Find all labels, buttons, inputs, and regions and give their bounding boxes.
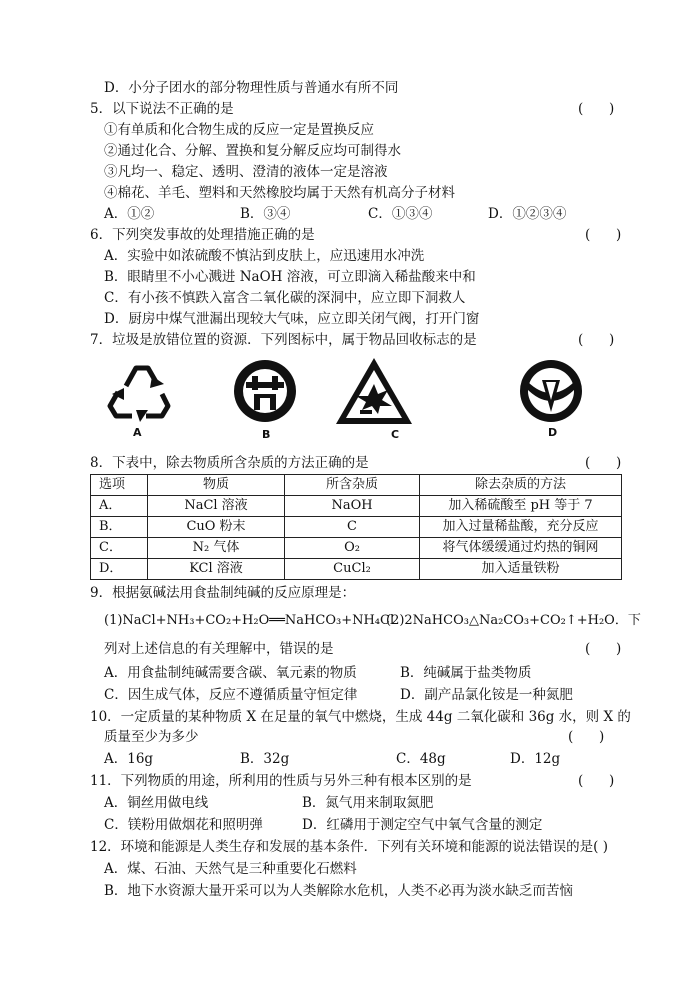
q9-option-b: B．纯碱属于盐类物质 (400, 665, 532, 681)
q11-answer-bracket: ( ) (578, 773, 615, 789)
q5-statement-4: ④棉花、羊毛、塑料和天然橡胶均属于天然有机高分子材料 (104, 185, 455, 201)
q6-answer-bracket: ( ) (585, 227, 622, 243)
q11-option-b: B．氮气用来制取氮肥 (302, 795, 434, 811)
q8-answer-bracket: ( ) (585, 455, 622, 471)
table-cell: 加入适量铁粉 (420, 559, 622, 580)
table-row (91, 517, 622, 538)
table-header-cell: 所含杂质 (285, 475, 420, 496)
logo-label-d: D (548, 426, 558, 439)
q10-option-a: A．16g (104, 751, 154, 767)
q12-option-b: B．地下水资源大量开采可以为人类解除水危机，人类不必再为淡水缺乏而苦恼 (104, 883, 573, 899)
q5-statement-2: ②通过化合、分解、置换和复分解反应均可制得水 (104, 143, 401, 159)
table-cell: 加入过量稀盐酸，充分反应 (420, 517, 622, 538)
logo-label-a: A (133, 426, 142, 439)
table-cell: C (285, 517, 420, 538)
table-cell: A． (91, 496, 148, 517)
q6-option-a: A．实验中如浓硫酸不慎沾到皮肤上，应迅速用水冲洗 (104, 248, 425, 264)
q11-option-a: A．铜丝用做电线 (104, 795, 209, 811)
explosive-warning-icon (334, 356, 414, 426)
table-cell: N₂ 气体 (148, 538, 285, 559)
table-cell: CuO 粉末 (148, 517, 285, 538)
q9-equation-2: (2)2NaHCO₃△Na₂CO₃+CO₂↑+H₂O．下 (386, 613, 641, 628)
circular-badge-icon (232, 358, 298, 424)
q5-option-b: B．③④ (240, 206, 291, 222)
q9-option-a: A．用食盐制纯碱需要含碳、氧元素的物质 (104, 665, 357, 681)
q5-statement-1: ①有单质和化合物生成的反应一定是置换反应 (104, 122, 374, 138)
table-cell: CuCl₂ (285, 559, 420, 580)
table-header-row (91, 475, 622, 496)
q5-statement-3: ③凡均一、稳定、透明、澄清的液体一定是溶液 (104, 164, 388, 180)
table-cell: NaCl 溶液 (148, 496, 285, 517)
q9-stem: 9．根据氨碱法用食盐制纯碱的反应原理是： (90, 585, 356, 601)
q9-option-c: C．因生成气体，反应不遵循质量守恒定律 (104, 687, 358, 703)
table-cell: 将气体缓缓通过灼热的铜网 (420, 538, 622, 559)
q5-answer-bracket: ( ) (578, 101, 615, 117)
q5-option-a: A．①② (104, 206, 155, 222)
table-cell: D． (91, 559, 148, 580)
q7-answer-bracket: ( ) (578, 332, 615, 348)
logo-label-b: B (262, 428, 271, 441)
q6-option-c: C．有小孩不慎跌入富含二氧化碳的深洞中，应立即下洞救人 (104, 290, 466, 306)
q6-stem: 6．下列突发事故的处理措施正确的是 (90, 227, 315, 243)
q5-stem: 5．以下说法不正确的是 (90, 101, 234, 117)
q10-option-c: C．48g (396, 751, 446, 767)
table-cell: C． (91, 538, 148, 559)
table-header-cell: 除去杂质的方法 (420, 475, 622, 496)
table-header-cell: 物质 (148, 475, 285, 496)
table-row (91, 496, 622, 517)
q10-answer-bracket: ( ) (568, 729, 605, 745)
q12-option-a: A．煤、石油、天然气是三种重要化石燃料 (104, 861, 357, 877)
q10-stem: 10．一定质量的某种物质 X 在足量的氧气中燃烧，生成 44g 二氧化碳和 36g 水，则 X 的 (90, 709, 631, 725)
q10-option-b: B．32g (240, 751, 290, 767)
circular-emblem-icon (518, 358, 584, 424)
q9-stem-continued: 列对上述信息的有关理解中，错误的是 (104, 641, 334, 657)
q9-equation-1: (1)NaCl+NH₃+CO₂+H₂O══NaHCO₃+NH₄Cl (104, 613, 395, 628)
table-cell: 加入稀硫酸至 pH 等于 7 (420, 496, 622, 517)
purification-table (90, 474, 622, 580)
q5-option-d: D．①②③④ (488, 206, 567, 222)
table-cell: KCl 溶液 (148, 559, 285, 580)
table-row (91, 559, 622, 580)
table-cell: NaOH (285, 496, 420, 517)
table-header-cell: 选项 (91, 475, 148, 496)
q9-option-d: D．副产品氯化铵是一种氮肥 (400, 687, 573, 703)
q8-stem: 8．下表中，除去物质所含杂质的方法正确的是 (90, 455, 369, 471)
q6-option-b: B．眼睛里不小心溅进 NaOH 溶液，可立即滴入稀盐酸来中和 (104, 269, 476, 285)
q9-answer-bracket: ( ) (585, 641, 622, 657)
q11-stem: 11．下列物质的用途，所利用的性质与另外三种有根本区别的是 (90, 773, 472, 789)
q10-option-d: D．12g (510, 751, 561, 767)
q11-option-c: C．镁粉用做烟花和照明弹 (104, 817, 263, 833)
q7-stem: 7．垃圾是放错位置的资源．下列图标中，属于物品回收标志的是 (90, 332, 477, 348)
q11-option-d: D．红磷用于测定空气中氧气含量的测定 (302, 817, 543, 833)
table-cell: B． (91, 517, 148, 538)
q6-option-d: D．厨房中煤气泄漏出现较大气味，应立即关闭气阀，打开门窗 (104, 311, 480, 327)
q4-option-d: D．小分子团水的部分物理性质与普通水有所不同 (104, 80, 399, 96)
logo-label-c: C (391, 428, 400, 441)
q12-stem: 12．环境和能源是人类生存和发展的基本条件．下列有关环境和能源的说法错误的是( ) (90, 839, 609, 855)
recycle-icon (104, 360, 174, 422)
q5-option-c: C．①③④ (368, 206, 433, 222)
q10-stem-continued: 质量至少为多少 (104, 729, 199, 745)
table-row (91, 538, 622, 559)
table-cell: O₂ (285, 538, 420, 559)
